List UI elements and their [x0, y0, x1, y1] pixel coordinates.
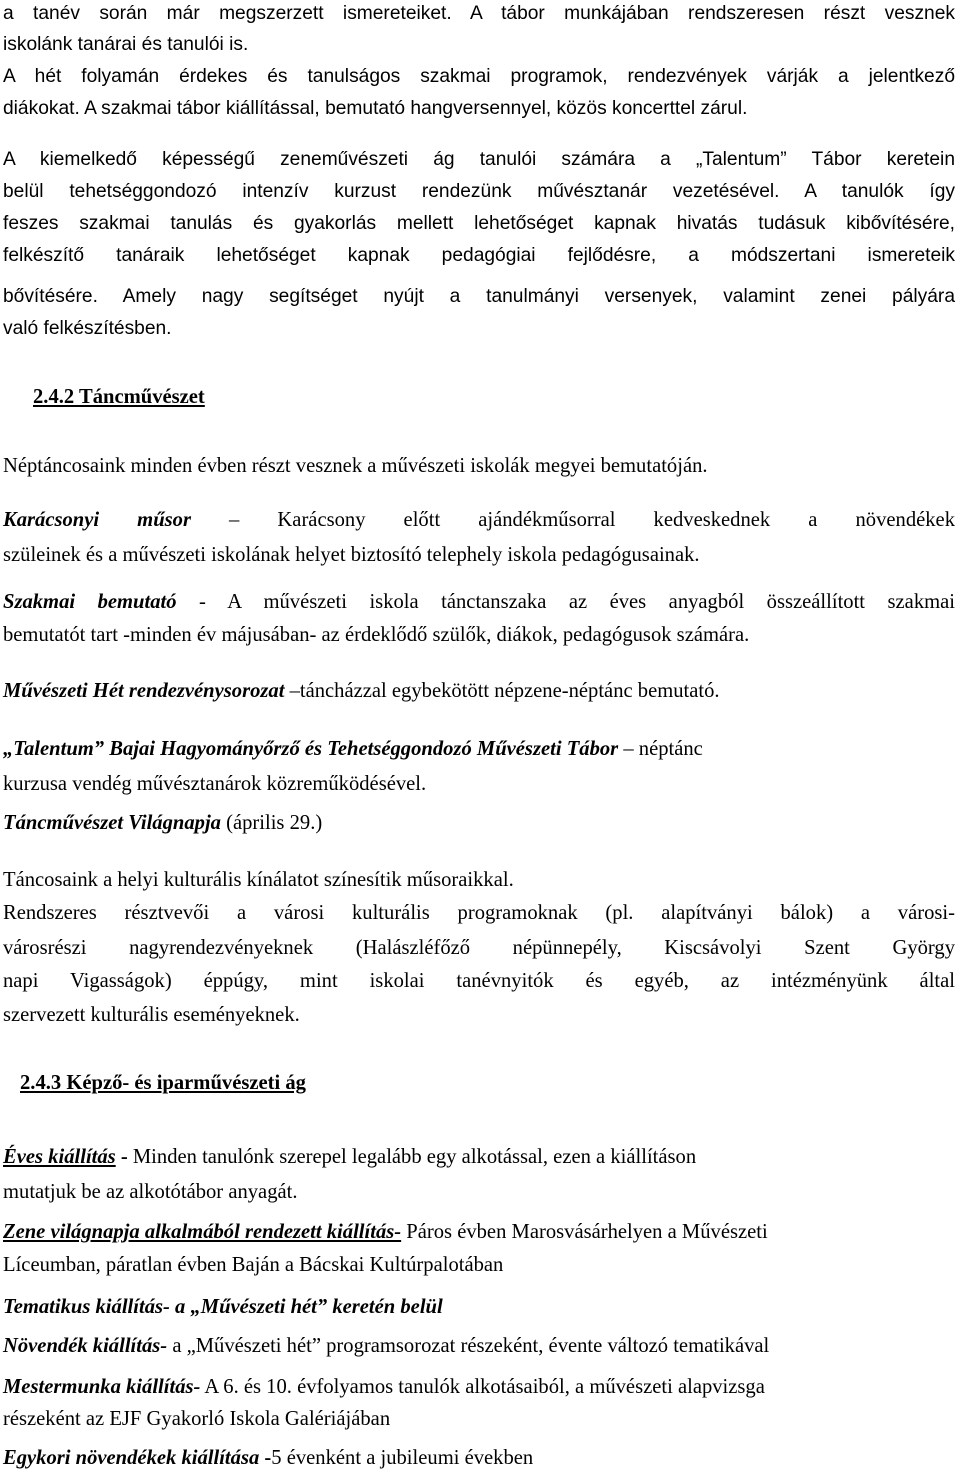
- eves-line-1: [3, 1143, 955, 1171]
- paragraph-line: bővítésére. Amely nagy segítséget nyújt a tanulmányi versenyek, valamint zenei pályára: [3, 286, 955, 307]
- talentum-line-1: [3, 735, 703, 763]
- paragraph-line: feszes szakmai tanulás és gyakorlás mellett lehetőséget kapnak hivatás tudásuk kibővítésére,: [3, 213, 955, 234]
- zene-line-1: [3, 1218, 955, 1246]
- vilagnap-title: Táncművészet Világnapja: [3, 812, 221, 834]
- szakmai-text: - A művészeti iskola tánctanszaka az éves anyagból összeállított szakmai: [176, 591, 955, 613]
- paragraph-line: Táncosaink a helyi kulturális kínálatot színesítik műsoraikkal.: [3, 869, 514, 891]
- vilagnap-text: (április 29.): [220, 812, 323, 834]
- paragraph-line: kurzusa vendég művésztanárok közreműködésével.: [3, 773, 427, 795]
- zene-title: Zene világnapja alkalmából rendezett kiállítás-: [3, 1221, 402, 1243]
- paragraph-line: napi Vigasságok) éppúgy, mint iskolai tanévnyitók és egyéb, az intézményünk által: [3, 970, 955, 992]
- karacsony-title: Karácsonyi műsor: [3, 509, 191, 531]
- section-heading-242: 2.4.2 Táncművészet: [33, 386, 205, 408]
- section-heading-243: 2.4.3 Képző- és iparművészeti ág: [20, 1072, 306, 1094]
- muveszeti-het-line: [3, 677, 955, 705]
- novendek-text: a „Művészeti hét” programsorozat részeként, évente változó tematikával: [167, 1335, 770, 1357]
- zene-text: Páros évben Marosvásárhelyen a Művészeti: [401, 1221, 768, 1243]
- paragraph-line: iskolánk tanárai és tanulói is.: [3, 34, 249, 55]
- paragraph-line: bemutatót tart -minden év májusában- az érdeklődő szülők, diákok, pedagógusok számára.: [3, 624, 750, 646]
- szakmai-title: Szakmai bemutató: [3, 591, 177, 613]
- paragraph-line: a tanév során már megszerzett ismereteiket. A tábor munkájában rendszeresen részt vesznek: [3, 3, 955, 24]
- mestermunka-title: Mestermunka kiállítás-: [3, 1376, 201, 1398]
- paragraph-line: szüleinek és a művészeti iskolának helyet biztosító telephely iskola pedagógusainak.: [3, 544, 700, 566]
- paragraph-line: Líceumban, páratlan évben Baján a Bácskai Kultúrpalotában: [3, 1254, 504, 1276]
- egykori-line: [3, 1444, 955, 1472]
- talentum-text: – néptánc: [618, 738, 703, 760]
- paragraph-line: való felkészítésben.: [3, 318, 172, 339]
- mestermunka-line-1: [3, 1373, 955, 1401]
- paragraph-line: felkészítő tanáraik lehetőséget kapnak pedagógiai fejlődésre, a módszertani ismereteik: [3, 245, 955, 266]
- paragraph-line: mutatjuk be az alkotótábor anyagát.: [3, 1181, 298, 1203]
- paragraph-line: A hét folyamán érdekes és tanulságos szakmai programok, rendezvények várják a jelentkező: [3, 66, 955, 87]
- vilagnap-line: [3, 809, 955, 837]
- karacsony-text: – Karácsony előtt ajándékműsorral kedveskednek a növendékek: [190, 509, 955, 531]
- paragraph-line: A kiemelkedő képességű zeneművészeti ág tanulói számára a „Talentum” Tábor keretein: [3, 149, 955, 170]
- egykori-dash: -: [259, 1447, 272, 1469]
- eves-text: Minden tanulónk szerepel legalább egy alkotással, ezen a kiállításon: [132, 1146, 697, 1168]
- novendek-title: Növendék kiállítás-: [3, 1335, 168, 1357]
- paragraph-line: városrészi nagyrendezvényeknek (Halászléfőző népünnepély, Kiscsávolyi Szent György: [3, 937, 955, 959]
- novendek-line: [3, 1332, 955, 1360]
- paragraph-line: Rendszeres résztvevői a városi kulturális programoknak (pl. alapítványi bálok) a városi-: [3, 902, 955, 924]
- tematikus-title: Tematikus kiállítás- a „Művészeti hét” keretén belül: [3, 1296, 443, 1318]
- paragraph-line: diákokat. A szakmai tábor kiállítással, bemutató hangversennyel, közös koncerttel zárul.: [3, 98, 748, 119]
- mestermunka-text: A 6. és 10. évfolyamos tanulók alkotásaiból, a művészeti alapvizsga: [200, 1376, 765, 1398]
- paragraph-line: belül tehetséggondozó intenzív kurzust rendezünk művésztanár vezetésével. A tanulók így: [3, 181, 955, 202]
- paragraph-line: részeként az EJF Gyakorló Iskola Galériájában: [3, 1408, 391, 1430]
- paragraph-line: szervezett kulturális eseményeknek.: [3, 1004, 300, 1026]
- paragraph-line: Néptáncosaink minden évben részt vesznek a művészeti iskolák megyei bemutatóján.: [3, 455, 708, 477]
- eves-title: Éves kiállítás: [3, 1146, 116, 1168]
- egykori-text: 5 évenként a jubileumi években: [271, 1447, 534, 1469]
- muveszeti-het-text: –táncházzal egybekötött népzene-néptánc bemutató.: [284, 680, 720, 702]
- talentum-title: „Talentum” Bajai Hagyományőrző és Tehetséggondozó Művészeti Tábor: [3, 738, 619, 760]
- muveszeti-het-title: Művészeti Hét rendezvénysorozat: [3, 680, 285, 702]
- eves-dash: -: [115, 1146, 133, 1168]
- karacsony-line-1: [3, 506, 955, 534]
- egykori-title: Egykori növendékek kiállítása: [3, 1447, 260, 1469]
- szakmai-line-1: [3, 588, 955, 616]
- tematikus-line: [3, 1293, 955, 1321]
